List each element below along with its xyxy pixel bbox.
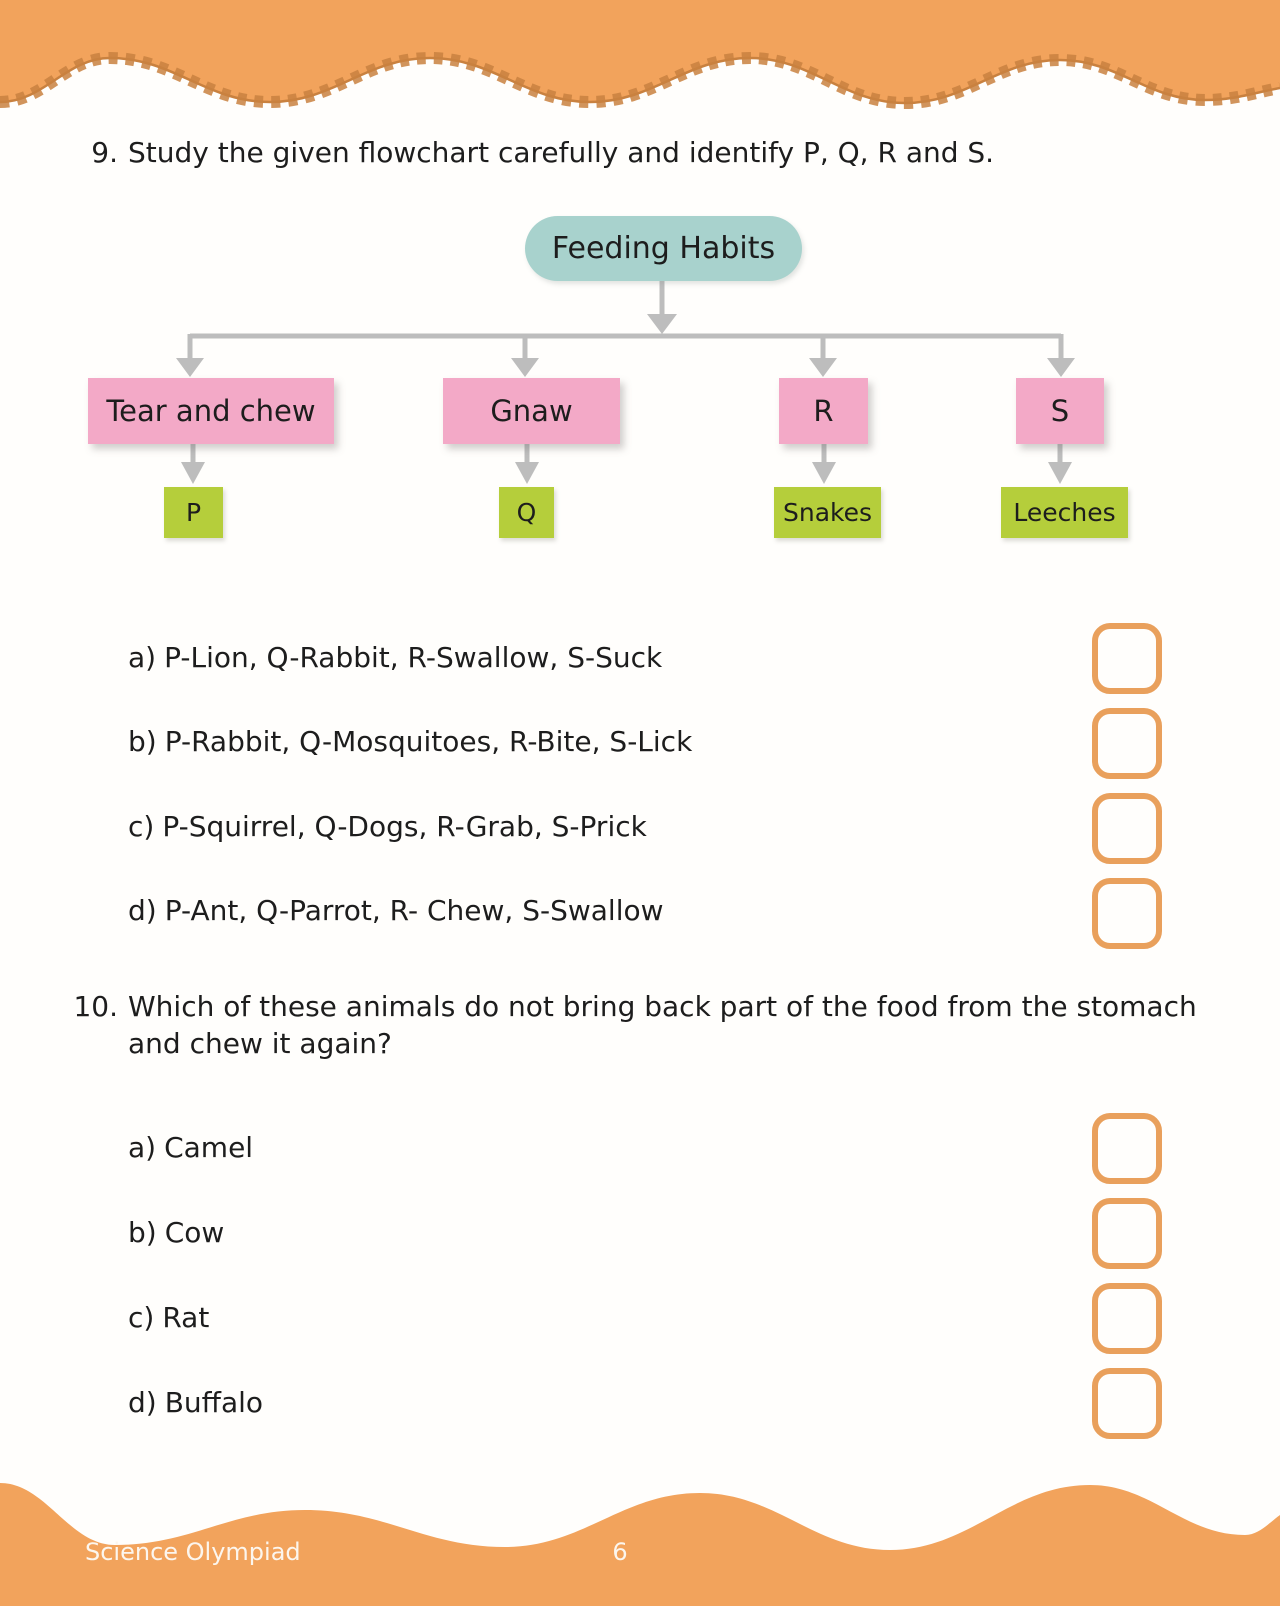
q9-option-d-text: P-Ant, Q-Parrot, R- Chew, S-Swallow: [164, 894, 664, 927]
flowchart-node-leeches: Leeches: [1001, 487, 1128, 538]
flowchart-node-tear-and-chew: Tear and chew: [88, 378, 334, 444]
flowchart-node-s: S: [1016, 378, 1104, 444]
q10-option-b: [128, 1214, 224, 1252]
flowchart-node-r: R: [779, 378, 868, 444]
flowchart-root-feeding-habits: Feeding Habits: [525, 216, 802, 281]
q10-option-b-text: Cow: [164, 1216, 225, 1249]
q9-option-c-text: P-Squirrel, Q-Dogs, R-Grab, S-Prick: [162, 810, 647, 843]
flowchart-node-q: Q: [499, 487, 554, 538]
q10-option-b-key: b): [128, 1216, 157, 1249]
q10-option-a: [128, 1129, 253, 1167]
question-9-number: 9.: [91, 136, 118, 169]
q10-answer-checkbox-a[interactable]: [1092, 1113, 1162, 1184]
arrow-down-icon: [515, 462, 539, 484]
q10-answer-checkbox-b[interactable]: [1092, 1198, 1162, 1269]
footer-book-title: Science Olympiad: [85, 1538, 301, 1566]
q9-answer-checkbox-b[interactable]: [1092, 708, 1162, 779]
question-10-text-line2: and chew it again?: [128, 1027, 392, 1060]
q9-option-c-key: c): [128, 810, 155, 843]
header-wave-decoration: [0, 0, 1280, 130]
footer-wave-decoration: [0, 1440, 1280, 1606]
question-10-text-line1: Which of these animals do not bring back part of the food from the stomach: [128, 990, 1197, 1023]
q9-answer-checkbox-c[interactable]: [1092, 793, 1162, 864]
q10-option-c-key: c): [128, 1301, 155, 1334]
q10-option-d-text: Buffalo: [164, 1386, 264, 1419]
q9-option-b-text: P-Rabbit, Q-Mosquitoes, R-Bite, S-Lick: [164, 725, 693, 758]
child-drop-lines: [193, 444, 1060, 464]
q10-option-c: [128, 1299, 209, 1337]
q9-option-d: [128, 892, 664, 930]
question-9-text: Study the given flowchart carefully and identify P, Q, R and S.: [128, 136, 995, 169]
q10-option-c-text: Rat: [162, 1301, 210, 1334]
flowchart-node-gnaw: Gnaw: [443, 378, 620, 444]
q9-option-b: [128, 723, 692, 761]
q9-option-b-key: b): [128, 725, 157, 758]
flowchart-node-p: P: [164, 487, 223, 538]
arrow-down-icon: [1047, 358, 1075, 377]
q10-answer-checkbox-d[interactable]: [1092, 1368, 1162, 1439]
q10-option-a-key: a): [128, 1131, 157, 1164]
q9-option-a: [128, 639, 662, 677]
q9-answer-checkbox-d[interactable]: [1092, 878, 1162, 949]
q9-option-c: [128, 808, 647, 846]
arrow-down-icon: [1048, 462, 1072, 484]
arrow-down-icon: [176, 358, 204, 377]
q9-option-d-key: d): [128, 894, 157, 927]
arrow-down-icon: [812, 462, 836, 484]
q10-option-d-key: d): [128, 1386, 157, 1419]
q9-option-a-text: P-Lion, Q-Rabbit, R-Swallow, S-Suck: [164, 641, 663, 674]
arrow-down-icon: [511, 358, 539, 377]
q10-option-a-text: Camel: [164, 1131, 254, 1164]
arrow-down-icon: [647, 314, 677, 334]
arrow-down-icon: [809, 358, 837, 377]
header-wave-fill: [0, 0, 1280, 103]
q10-option-d: [128, 1384, 263, 1422]
flowchart-node-snakes: Snakes: [774, 487, 881, 538]
arrow-down-icon: [181, 462, 205, 484]
branch-drop-lines: [190, 334, 1061, 360]
q9-answer-checkbox-a[interactable]: [1092, 623, 1162, 694]
footer-page-number: 6: [612, 1538, 628, 1566]
q10-answer-checkbox-c[interactable]: [1092, 1283, 1162, 1354]
question-10-number: 10.: [73, 990, 118, 1023]
q9-option-a-key: a): [128, 641, 157, 674]
